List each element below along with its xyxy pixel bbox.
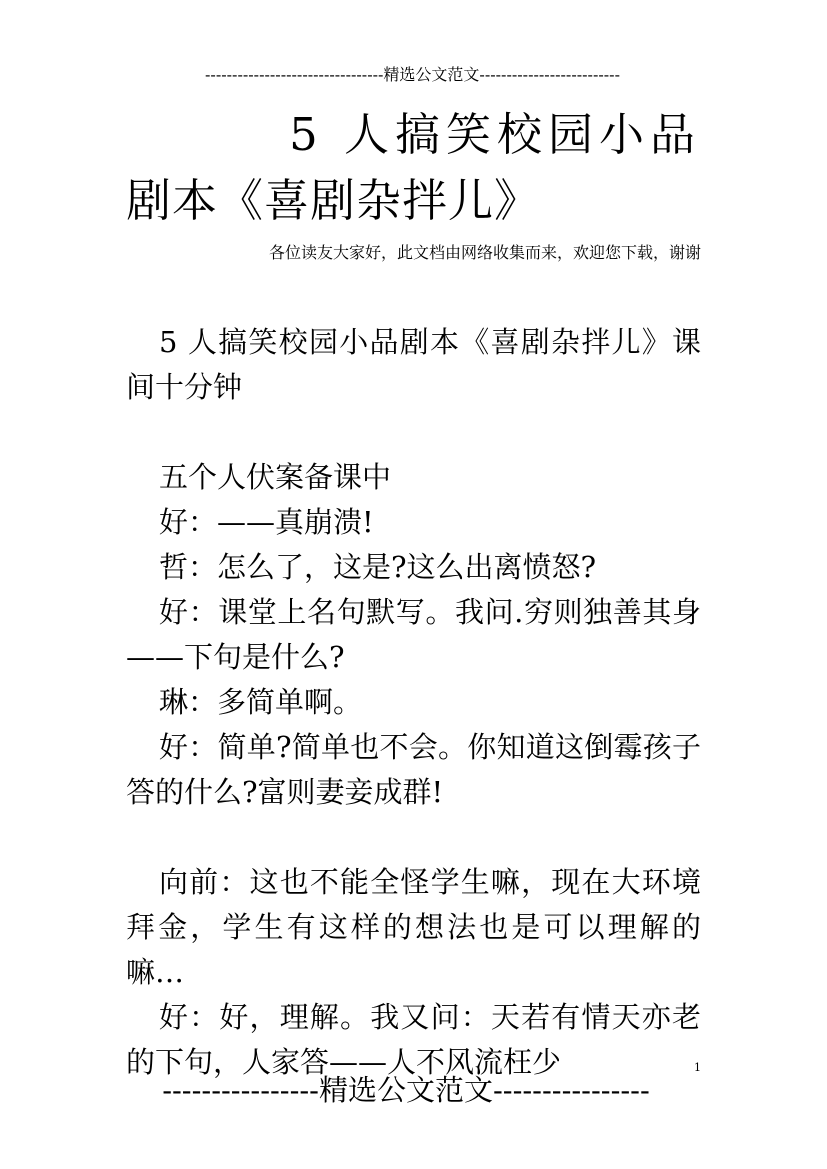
- paragraph: 五个人伏案备课中: [159, 460, 392, 494]
- page-number: 1: [694, 1061, 701, 1074]
- page-header: ---------------------------------精选公文范文--------------------------: [205, 65, 620, 84]
- paragraph: 向前：这也不能全怪学生嘛，现在大环境拜金，学生有这样的想法也是可以理解的嘛…: [126, 865, 701, 989]
- paragraph: 5 人搞笑校园小品剧本《喜剧杂拌儿》课间十分钟: [126, 325, 701, 404]
- paragraph: 好：好，理解。我又问：天若有情天亦老的下句，人家答——人不风流枉少: [126, 1000, 701, 1079]
- paragraph: 琳：多简单啊。: [159, 685, 363, 719]
- paragraph: 好：简单?简单也不会。你知道这倒霉孩子答的什么?富则妻妾成群!: [126, 730, 701, 809]
- document-title-line-2: 剧本《喜剧杂拌儿》: [126, 174, 541, 227]
- paragraph: 哲：怎么了，这是?这么出离愤怒?: [159, 550, 597, 584]
- paragraph: 好：课堂上名句默写。我问.穷则独善其身——下句是什么?: [126, 595, 701, 674]
- document-title-line-1: 5 人搞笑校园小品: [289, 108, 701, 161]
- page-footer: ----------------精选公文范文----------------: [162, 1073, 650, 1107]
- paragraph: 好：——真崩溃!: [159, 505, 374, 539]
- document-body: [126, 320, 701, 1085]
- download-notice: 各位读友大家好，此文档由网络收集而来，欢迎您下载，谢谢: [268, 243, 701, 262]
